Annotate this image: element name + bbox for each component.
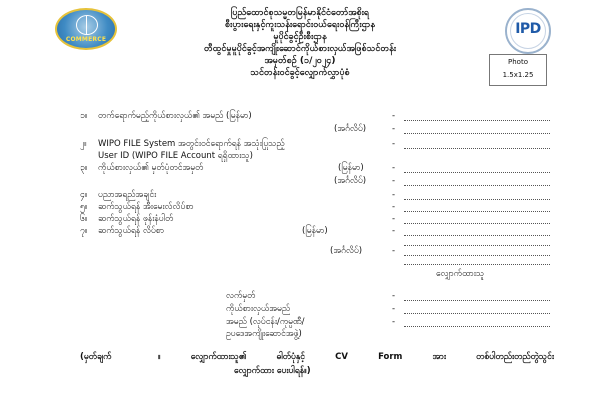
photo-box <box>489 54 547 86</box>
ministry-logo <box>55 8 117 50</box>
note-prefix: (မှတ်ချက် <box>80 352 112 362</box>
field-5-input[interactable] <box>404 211 550 212</box>
field-4-input[interactable] <box>404 199 550 200</box>
field-4-dash: - <box>392 190 396 200</box>
field-3-number: ၃။ <box>80 163 88 173</box>
field-3-english-dash: - <box>392 176 396 186</box>
field-2-label: WIPO FILE System အတွင်းဝင်ရောက်ရန် အသုံးပြုသည့် <box>98 139 285 149</box>
ipd-logo <box>505 8 551 54</box>
field-7-english-label: (အင်္ဂလိပ်) <box>330 246 363 256</box>
field-4-number: ၄။ <box>80 190 88 200</box>
representative-name-dash: - <box>392 304 396 314</box>
field-5-label: ဆက်သွယ်ရန် အီးမေးလ်လိပ်စာ <box>98 202 194 212</box>
applicant-title: လျှောက်ထားသူ <box>436 269 485 279</box>
field-6-label: ဆက်သွယ်ရန် ဖုန်းနံပါတ် <box>98 214 174 224</box>
field-3-english-label: (အင်္ဂလိပ်) <box>334 176 367 186</box>
field-4-label: ပညာအရည်အချင်း <box>98 190 157 200</box>
firm-name-input[interactable] <box>404 326 550 327</box>
field-7-label: ဆက်သွယ်ရန် လိပ်စာ <box>98 226 165 236</box>
signature-dash: - <box>392 291 396 301</box>
signature-label: လက်မှတ် <box>226 291 256 301</box>
field-7-dash: - <box>392 226 396 236</box>
field-7-english-input[interactable] <box>404 255 550 256</box>
field-7-number: ၇။ <box>80 226 88 236</box>
photo-label: Photo <box>508 58 528 66</box>
field-1-dash: - <box>392 111 396 121</box>
ipd-logo-wordmark: IPD <box>515 21 541 37</box>
field-1-english-dash: - <box>392 124 396 134</box>
representative-name-input[interactable] <box>404 313 550 314</box>
firm-name-dash: - <box>392 317 396 327</box>
field-5-dash: - <box>392 202 396 212</box>
field-2-label-line2: User ID (WIPO FILE Account ရရှိထားသူ) <box>98 151 253 161</box>
field-7-english-dash: - <box>392 246 396 256</box>
field-6-input[interactable] <box>404 223 550 224</box>
field-2-input[interactable] <box>404 148 550 149</box>
firm-name-label-line2: ဥပဒေအကျိုးဆောင်အဖွဲ့) <box>226 329 302 339</box>
field-2-dash: - <box>392 139 396 149</box>
header-line-1: ပြည်ထောင်စုသမ္မတမြန်မာနိုင်ငံတော်အစိုးရ <box>230 8 370 18</box>
field-3-label: ကိုယ်စားလှယ်၏ မှတ်ပုံတင်အမှတ် <box>98 163 204 173</box>
form-title: သင်တန်းဝင်ခွင့်လျှောက်လွှာပုံစံ <box>250 68 350 78</box>
field-1-english-input[interactable] <box>404 133 550 134</box>
field-6-dash: - <box>392 214 396 224</box>
field-2-number: ၂။ <box>80 139 87 149</box>
field-3-input[interactable] <box>404 172 550 173</box>
field-7-myanmar-label: (မြန်မာ) <box>302 226 328 236</box>
signature-input[interactable] <box>404 300 550 301</box>
field-1-number: ၁။ <box>80 111 88 121</box>
header-line-5: အမှတ်စဉ် (၁/၂၀၂၄) <box>264 56 336 66</box>
header-line-2: စီးပွားရေးနှင့်ကူးသန်းရောင်းဝယ်ရေးဝန်ကြီးဌာန <box>224 20 375 30</box>
globe-icon <box>76 15 98 35</box>
field-3-dash: - <box>392 163 396 173</box>
note-text-line2: လျှောက်ထား ပေးပါရန်။) <box>234 366 311 376</box>
field-1-label: တက်ရောက်မည့်ကိုယ်စားလှယ်၏ အမည် (မြန်မာ) <box>98 111 252 121</box>
note-text: ။ လျှောက်ထားသူ၏ ဓါတ်ပုံနှင့် CV Form အား တစ်ပါတည်းတည်တွဲသွင်း <box>158 352 554 362</box>
field-5-number: ၅။ <box>80 202 88 212</box>
firm-name-label: အမည် (လုပ်ငန်း/ကုမ္ပဏီ/ <box>226 317 305 327</box>
field-6-number: ၆။ <box>80 214 88 224</box>
field-3-english-input[interactable] <box>404 185 550 186</box>
header-line-4: တီထွင်မှုမူပိုင်ခွင့်အကျိုးဆောင်ကိုယ်စားလှယ်အဖြစ်သင်တန်း <box>203 44 397 54</box>
representative-name-label: ကိုယ်စားလှယ်အမည် <box>226 304 291 314</box>
ministry-logo-wordmark: COMMERCE <box>65 36 107 43</box>
field-7-english-input-line2[interactable] <box>404 264 550 265</box>
field-1-input[interactable] <box>404 120 550 121</box>
photo-size: 1.5x1.25 <box>502 71 534 79</box>
field-7-input-line2[interactable] <box>404 245 550 246</box>
header-line-3: မူပိုင်ခွင့်ဦးစီးဌာန <box>273 32 327 42</box>
field-7-input[interactable] <box>404 235 550 236</box>
field-1-english-label: (အင်္ဂလိပ်) <box>334 124 367 134</box>
field-3-myanmar-label: (မြန်မာ) <box>338 163 364 173</box>
